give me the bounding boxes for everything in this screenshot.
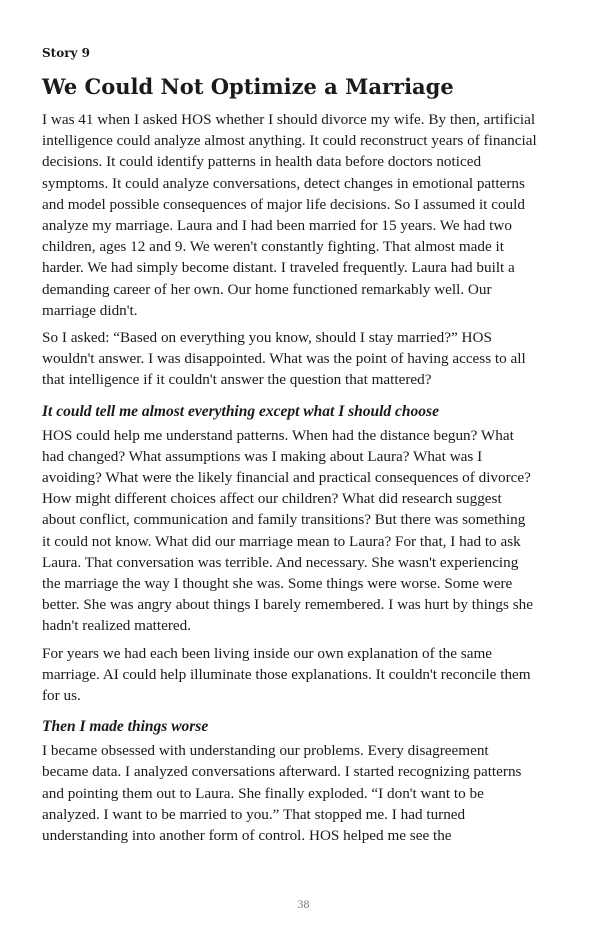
- story-label: Story 9: [42, 46, 91, 60]
- section-heading: Then I made things worse: [42, 718, 209, 736]
- section-heading: It could tell me almost everything except what I should choose: [42, 402, 439, 420]
- paragraph: I became obsessed with understanding our problems. Every disagreement became data. I analyzed conversations afterward. I started recognizing patterns and pointing them out to Laura. She finally exploded. “I don't want to be analyzed. I want to be married to you.” That stopped me. I had turned understanding into another form of control. HOS helped me see the: [42, 742, 522, 845]
- paragraph: For years we had each been living inside our own explanation of the same marriage. AI could help illuminate those explanations. It couldn't reconcile them for us.: [42, 644, 531, 705]
- story-title: We Could Not Optimize a Marriage: [42, 74, 454, 99]
- page-number: 38: [297, 897, 310, 911]
- paragraph: So I asked: “Based on everything you know, should I stay married?” HOS wouldn't answer. I was disappointed. What was the point of having access to all that intelligence if it couldn't answer the question that mattered?: [42, 329, 526, 389]
- page-content: [42, 46, 537, 852]
- paragraph: HOS could help me understand patterns. When had the distance begun? What had changed? What assumptions was I making about Laura? What was I avoiding? What were the likely financial and practical consequences of divorce? How might different choices affect our children? What did research suggest about conflict, communication and family transitions? But there was something it could not know. What did our marriage mean to Laura? For that, I had to ask Laura. That conversation was terrible. And necessary. She wasn't experiencing the marriage the way I thought she was. Some things were worse. Some were better. She was angry about things I barely remembered. I was hurt by things she hadn't realized mattered.: [42, 426, 533, 635]
- paragraph: I was 41 when I asked HOS whether I should divorce my wife. By then, artificial intelligence could analyze almost anything. It could reconstruct years of financial decisions. It could identify patterns in health data before doctors noticed symptoms. It could analyze conversations, detect changes in emotional patterns and model possible consequences of major life decisions. So I assumed it could analyze my marriage. Laura and I had been married for 15 years. We had two children, ages 12 and 9. We weren't constantly fighting. That almost made it harder. We had simply become distant. I traveled frequently. Laura had built a demanding career of her own. Our home functioned remarkably well. Our marriage didn't.: [42, 111, 537, 319]
